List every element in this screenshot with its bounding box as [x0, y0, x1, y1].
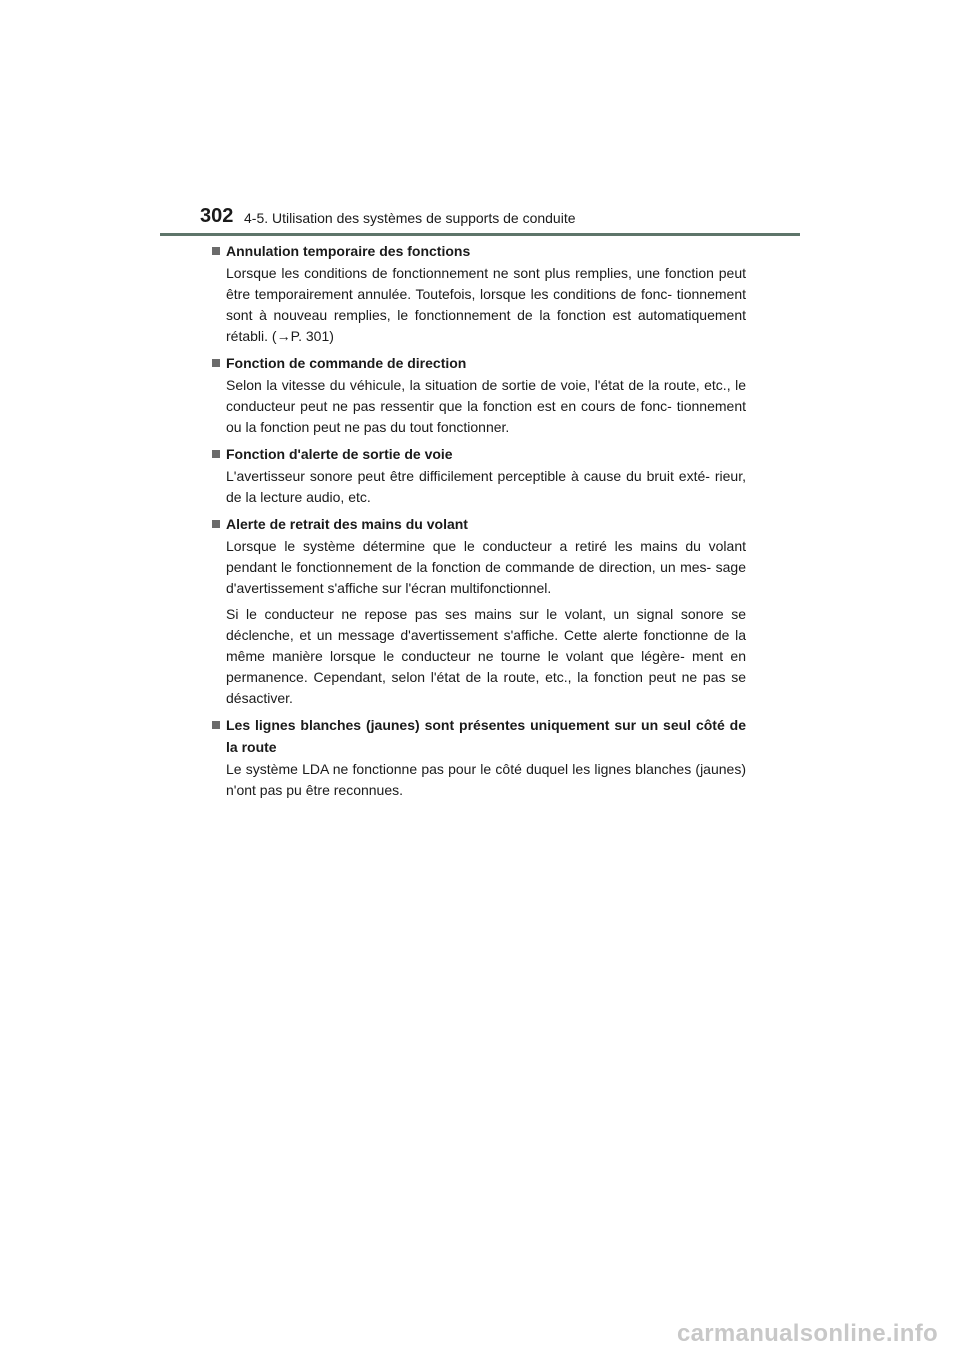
item-heading: Fonction de commande de direction — [212, 352, 746, 374]
item-paragraph: Lorsque les conditions de fonctionnement ne sont plus remplies, une fonction peut être temporairement annulée. Toutefois, lorsque les conditions de fonc- tionnement sont à nouveau remplies, le fonctionnement de la fonction est automatiquement rétabli. (→P. 301) — [226, 265, 746, 344]
item-heading: Alerte de retrait des mains du volant — [212, 513, 746, 535]
item-heading: Fonction d'alerte de sortie de voie — [212, 443, 746, 465]
square-bullet-icon — [212, 359, 220, 367]
list-item — [212, 513, 746, 709]
item-heading: Les lignes blanches (jaunes) sont présentes uniquement sur un seul côté de la route — [212, 714, 746, 758]
list-item — [212, 240, 746, 347]
header-divider — [160, 233, 800, 236]
page-number: 302 — [200, 205, 234, 227]
list-item — [212, 714, 746, 801]
item-paragraph: L'avertisseur sonore peut être difficilement perceptible à cause du bruit exté- rieur, de la lecture audio, etc. — [226, 468, 746, 505]
square-bullet-icon — [212, 520, 220, 528]
page-header — [200, 204, 800, 234]
item-paragraph: Selon la vitesse du véhicule, la situation de sortie de voie, l'état de la route, etc., le conducteur peut ne pas ressentir que la fonction est en cours de fonc- tionnement ou la fonction peut ne pas du tout fonctionner. — [226, 377, 746, 435]
item-paragraph: Si le conducteur ne repose pas ses mains sur le volant, un signal sonore se déclenche, et un message d'avertissement s'affiche. Cette alerte fonctionne de la même manière lorsque le conducteur ne tourne le volant que légère- ment en permanence. Cependant, selon l'état de la route, etc., la fonction peut ne pas se désactiver. — [226, 606, 746, 706]
item-heading: Annulation temporaire des fonctions — [212, 240, 746, 262]
item-paragraph: Lorsque le système détermine que le conducteur a retiré les mains du volant pendant le fonctionnement de la fonction de commande de direction, un mes- sage d'avertissement s'affiche sur l'écran multifonctionnel. — [226, 538, 746, 596]
list-item — [212, 443, 746, 508]
page-content — [212, 240, 746, 806]
item-paragraph: Le système LDA ne fonctionne pas pour le côté duquel les lignes blanches (jaunes) n'ont pas pu être reconnues. — [226, 761, 746, 798]
watermark: carmanualsonline.info — [676, 1320, 938, 1347]
square-bullet-icon — [212, 450, 220, 458]
square-bullet-icon — [212, 721, 220, 729]
section-title: 4-5. Utilisation des systèmes de supports de conduite — [244, 210, 576, 226]
square-bullet-icon — [212, 247, 220, 255]
list-item — [212, 352, 746, 438]
